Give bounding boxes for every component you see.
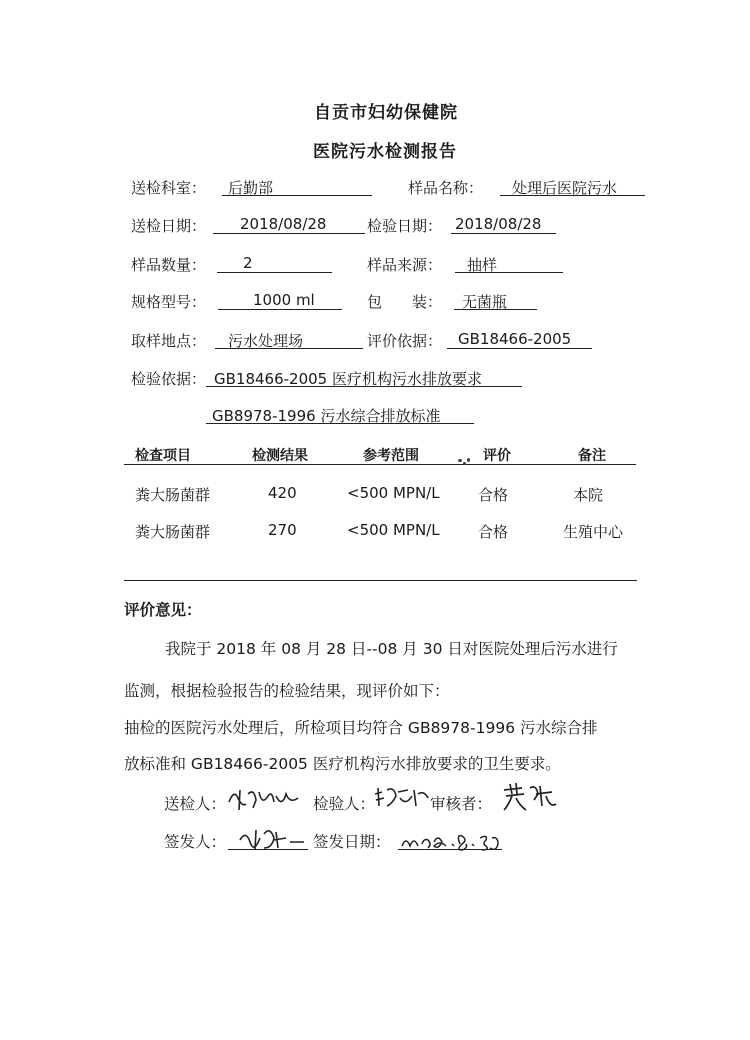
dept-value: 后勤部 — [228, 179, 274, 197]
package-underline — [454, 309, 537, 310]
table-bottom-rule — [124, 580, 637, 581]
source-underline — [455, 272, 563, 273]
evaluation-heading: 评价意见： — [124, 601, 202, 619]
report-title: 医院污水检测报告 — [313, 142, 457, 162]
test-date-label: 检验日期： — [367, 217, 443, 235]
inspector-label: 检验人： — [313, 795, 376, 813]
criteria-value: GB18466-2005 — [458, 330, 572, 348]
basis-underline-1 — [206, 386, 522, 387]
row2-result: 270 — [268, 521, 297, 539]
table-header-rating: 评价 — [483, 448, 511, 464]
sample-name-label: 样品名称： — [408, 179, 484, 197]
location-label: 取样地点： — [131, 332, 207, 350]
quantity-value: 2 — [243, 254, 253, 272]
row2-rating: 合格 — [478, 523, 509, 541]
row1-rating: 合格 — [478, 486, 509, 504]
source-label: 样品来源： — [367, 256, 443, 274]
ink-speck — [463, 462, 466, 465]
location-value: 污水处理场 — [228, 332, 304, 350]
ink-speck — [458, 459, 462, 462]
package-label: 包 装： — [367, 293, 443, 311]
issue-date-label: 签发日期： — [313, 833, 391, 851]
submit-date-value: 2018/08/28 — [240, 215, 327, 233]
reviewer-label: 审核者： — [430, 795, 493, 813]
evaluation-line-1: 我院于 2018 年 08 月 28 日--08 月 30 日对医院处理后污水进行 — [165, 640, 618, 658]
row2-note: 生殖中心 — [563, 523, 624, 541]
spec-underline — [218, 309, 342, 310]
row1-range: <500 MPN/L — [347, 484, 440, 502]
quantity-label: 样品数量： — [131, 256, 207, 274]
row1-note: 本院 — [573, 486, 604, 504]
package-value: 无菌瓶 — [462, 293, 508, 311]
submitter-signature — [226, 784, 301, 814]
table-header-item: 检查项目 — [135, 448, 191, 464]
row1-result: 420 — [268, 484, 297, 502]
source-value: 抽样 — [467, 256, 498, 274]
ink-speck — [467, 458, 470, 462]
dept-underline — [222, 195, 372, 196]
submit-date-underline — [213, 233, 365, 234]
location-underline — [215, 348, 363, 349]
sample-name-value: 处理后医院污水 — [512, 179, 618, 197]
inspector-signature — [372, 784, 432, 812]
row2-item: 粪大肠菌群 — [135, 523, 211, 541]
spec-value: 1000 ml — [253, 291, 315, 309]
test-date-value: 2018/08/28 — [455, 215, 542, 233]
quantity-underline — [217, 272, 332, 273]
submit-date-label: 送检日期： — [131, 217, 207, 235]
reviewer-signature — [500, 780, 560, 814]
issuer-signature — [238, 824, 308, 854]
criteria-underline — [447, 348, 592, 349]
basis-label: 检验依据： — [131, 370, 207, 388]
table-header-range: 参考范围 — [363, 448, 419, 464]
basis-value-1: GB18466-2005 医疗机构污水排放要求 — [214, 370, 482, 388]
dept-label: 送检科室： — [131, 179, 207, 197]
sample-name-underline — [500, 195, 645, 196]
row1-item: 粪大肠菌群 — [135, 486, 211, 504]
table-header-note: 备注 — [578, 448, 606, 464]
evaluation-line-4: 放标准和 GB18466-2005 医疗机构污水排放要求的卫生要求。 — [124, 755, 561, 773]
spec-label: 规格型号： — [131, 293, 207, 311]
basis-underline-2 — [206, 423, 474, 424]
evaluation-line-2: 监测，根据检验报告的检验结果，现评价如下： — [124, 682, 450, 700]
table-header-result: 检测结果 — [252, 448, 308, 464]
issue-date-handwriting — [398, 826, 503, 854]
basis-value-2: GB8978-1996 污水综合排放标准 — [212, 407, 441, 425]
institution-name: 自贡市妇幼保健院 — [314, 103, 458, 123]
table-header-underline — [124, 464, 636, 465]
test-date-underline — [451, 233, 556, 234]
criteria-label: 评价依据： — [367, 332, 443, 350]
evaluation-line-3: 抽检的医院污水处理后，所检项目均符合 GB8978-1996 污水综合排 — [124, 719, 598, 737]
submitter-label: 送检人： — [164, 795, 227, 813]
issuer-label: 签发人： — [164, 833, 227, 851]
row2-range: <500 MPN/L — [347, 521, 440, 539]
